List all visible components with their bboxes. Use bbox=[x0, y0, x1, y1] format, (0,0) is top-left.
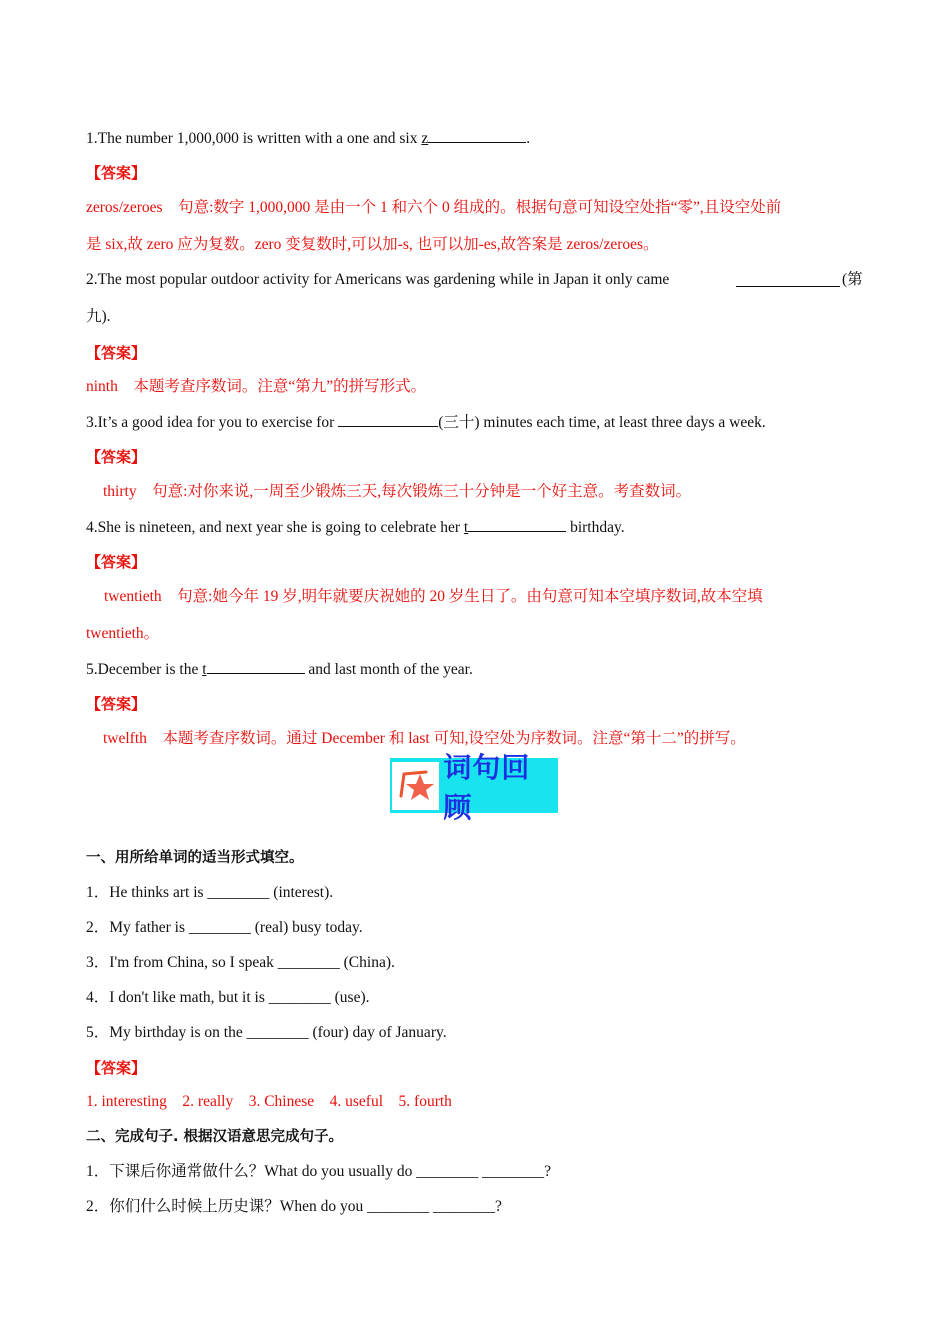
answer-label-1: 【答案】 bbox=[86, 164, 147, 182]
question-2-blank[interactable] bbox=[736, 272, 840, 287]
star-icon bbox=[396, 766, 436, 806]
question-3-blank[interactable] bbox=[338, 412, 438, 427]
exercise-item: 2．你们什么时候上历史课？When do you ________ ________? bbox=[86, 1198, 502, 1215]
exercise-item: 3．I'm from China, so I speak ________ (China). bbox=[86, 954, 395, 971]
section-1-title: 一、用所给单词的适当形式填空。 bbox=[86, 850, 304, 866]
exercise-item: 2．My father is ________ (real) busy today. bbox=[86, 919, 363, 936]
exercise-item: 4．I don't like math, but it is ________ (use). bbox=[86, 989, 370, 1006]
section-1-answer-label: 【答案】 bbox=[86, 1059, 147, 1077]
answer-4-line-2: twentieth。 bbox=[86, 625, 160, 642]
answer-label-5: 【答案】 bbox=[86, 695, 147, 713]
question-3-text: 3.It’s a good idea for you to exercise for bbox=[86, 414, 339, 431]
question-5: 5.December is the t and last month of the year. bbox=[86, 661, 473, 678]
banner-star-box bbox=[392, 762, 439, 810]
answer-2: ninth 本题考查序数词。注意“第九”的拼写形式。 bbox=[86, 378, 427, 395]
question-2: 2.The most popular outdoor activity for Americans was gardening while in Japan it only came (第 bbox=[86, 271, 863, 288]
question-1-hint-letter: z bbox=[421, 130, 429, 147]
section-2-title: 二、完成句子. 根据汉语意思完成句子。 bbox=[86, 1129, 344, 1145]
question-1-blank[interactable] bbox=[428, 128, 526, 143]
banner-title: 词句回顾 bbox=[443, 750, 531, 824]
answer-label-2: 【答案】 bbox=[86, 344, 147, 362]
answer-5: twelfth 本题考查序数词。通过 December 和 last 可知,设空处为序数词。注意“第十二”的拼写。 bbox=[103, 730, 746, 747]
question-4-hint-letter: t bbox=[463, 519, 469, 536]
question-5-text: 5.December is the bbox=[86, 661, 203, 678]
answer-4-line-1: twentieth 句意:她今年 19 岁,明年就要庆祝她的 20 岁生日了。由句意可知本空填序数词,故本空填 bbox=[104, 588, 763, 605]
answer-label-4: 【答案】 bbox=[86, 553, 147, 571]
section-1-answers: 1. interesting 2. really 3. Chinese 4. useful 5. fourth bbox=[86, 1093, 452, 1110]
question-5-blank[interactable] bbox=[207, 659, 305, 674]
answer-1-line-2: 是 six,故 zero 应为复数。zero 变复数时,可以加-s, 也可以加-es,故答案是 zeros/zeroes。 bbox=[86, 236, 659, 253]
question-1-text: 1.The number 1,000,000 is written with a one and six bbox=[86, 130, 422, 147]
section-banner bbox=[390, 750, 558, 824]
question-5-hint-letter: t bbox=[202, 661, 207, 678]
answer-3: thirty 句意:对你来说,一周至少锻炼三天,每次锻炼三十分钟是一个好主意。考查数词。 bbox=[103, 483, 692, 500]
question-3: 3.It’s a good idea for you to exercise for (三十) minutes each time, at least three days a week. bbox=[86, 414, 766, 431]
question-4: 4.She is nineteen, and next year she is going to celebrate her t birthday. bbox=[86, 519, 625, 536]
answer-label-3: 【答案】 bbox=[86, 448, 147, 466]
question-1: 1.The number 1,000,000 is written with a one and six z . bbox=[86, 130, 531, 147]
exercise-item: 5．My birthday is on the ________ (four) day of January. bbox=[86, 1024, 447, 1041]
exercise-item: 1．He thinks art is ________ (interest). bbox=[86, 884, 334, 901]
question-4-blank[interactable] bbox=[468, 517, 566, 532]
exercise-item: 1．下课后你通常做什么？What do you usually do ________ ________? bbox=[86, 1163, 551, 1180]
answer-1-line-1: zeros/zeroes 句意:数字 1,000,000 是由一个 1 和六个 0 组成的。根据句意可知设空处指“零”,且设空处前 bbox=[86, 199, 782, 216]
question-4-text: 4.She is nineteen, and next year she is going to celebrate her bbox=[86, 519, 464, 536]
question-2-text: 2.The most popular outdoor activity for Americans was gardening while in Japan it only came bbox=[86, 271, 670, 288]
question-2-line-2: 九). bbox=[86, 308, 111, 325]
